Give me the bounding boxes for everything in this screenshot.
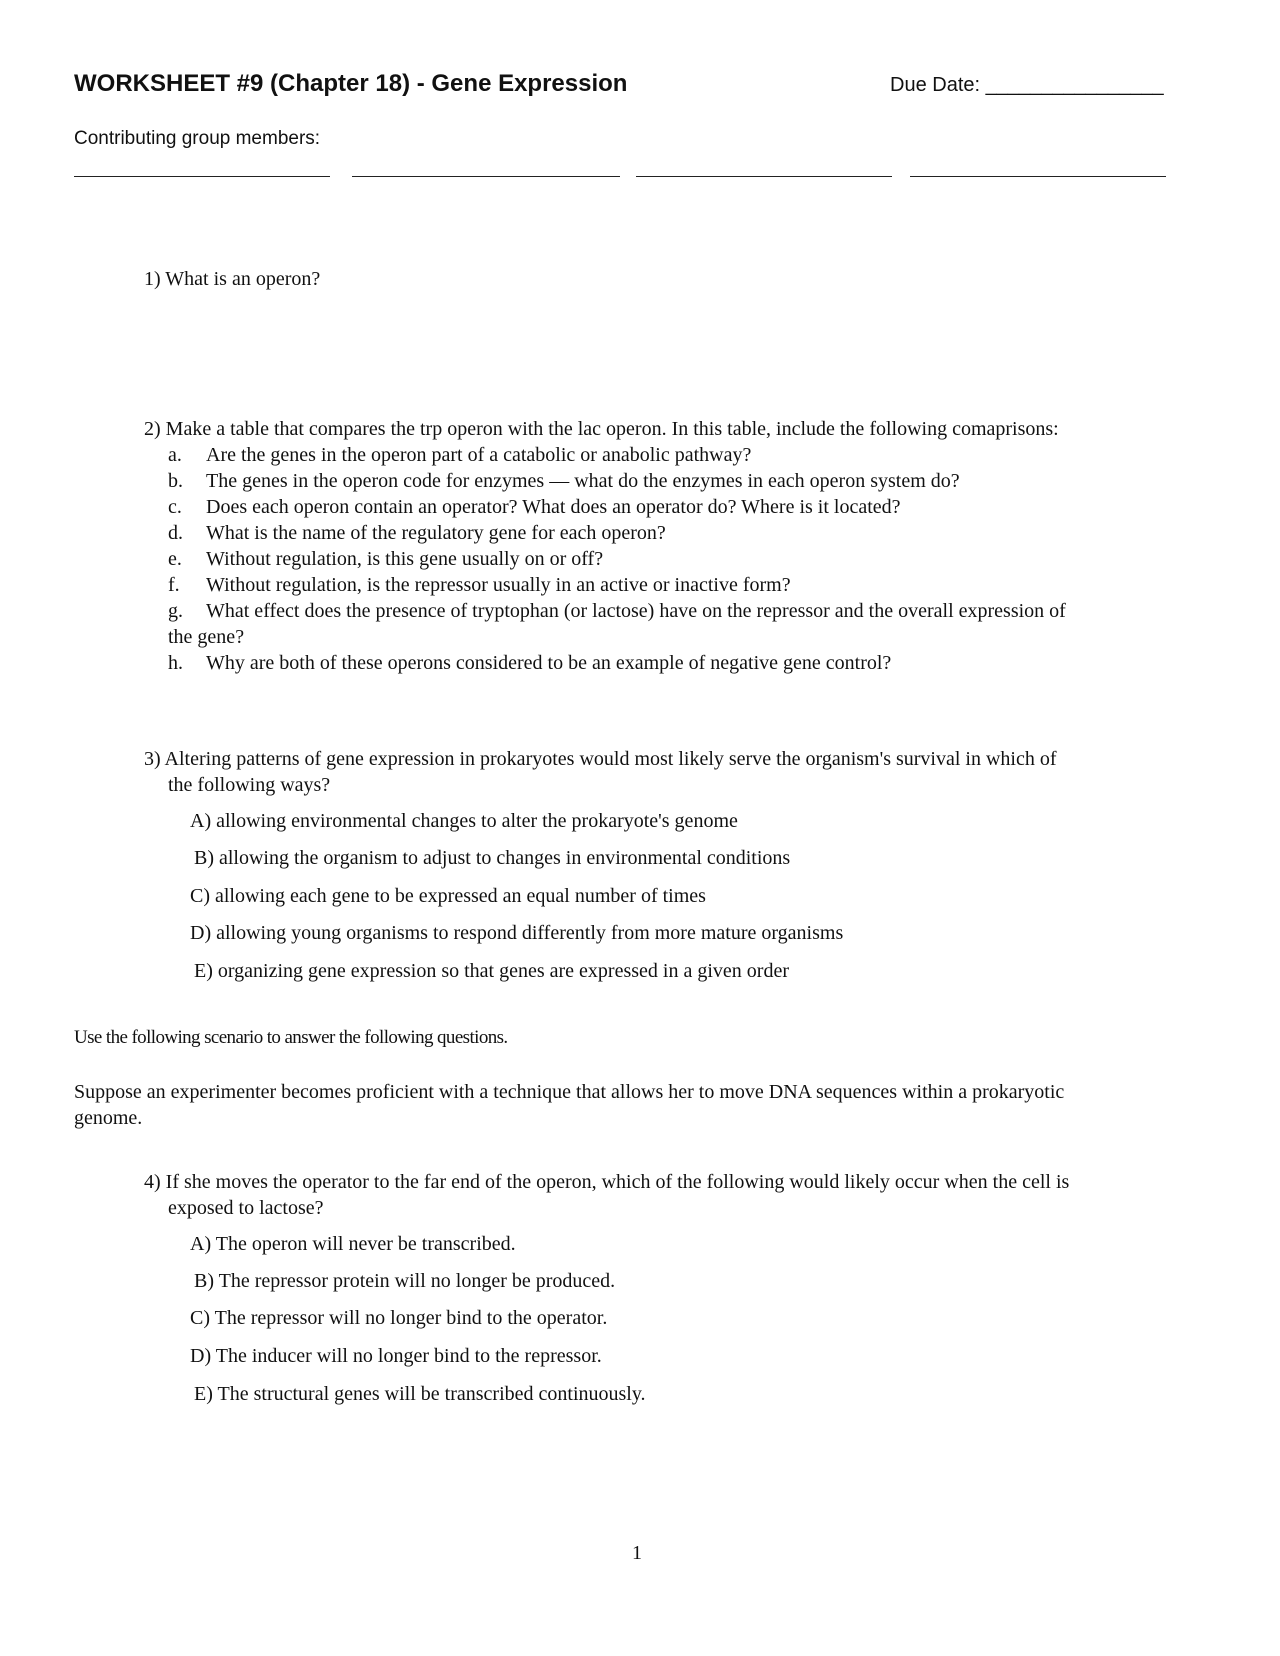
- item-letter: h.: [168, 652, 183, 674]
- question-2-item-f: [168, 572, 791, 598]
- question-2-item-h: [168, 650, 891, 676]
- question-2-item-c: [168, 494, 901, 520]
- question-4-line-1: 4) If she moves the operator to the far end of the operon, which of the following would likely occur when the cell is: [144, 1171, 1070, 1193]
- question-2-item-d: [168, 520, 666, 546]
- worksheet-title: WORKSHEET #9 (Chapter 18) - Gene Expression: [74, 70, 628, 97]
- question-2-item-g: [168, 598, 1066, 624]
- item-text: Are the genes in the operon part of a catabolic or anabolic pathway?: [206, 444, 752, 466]
- scenario-line-1: Suppose an experimenter becomes proficient with a technique that allows her to move DNA sequences within a prokaryotic: [74, 1081, 1065, 1103]
- item-text: What effect does the presence of tryptophan (or lactose) have on the repressor and the overall expression of: [206, 600, 1066, 622]
- item-text: Does each operon contain an operator? What does an operator do? Where is it located?: [206, 496, 901, 518]
- item-letter: c.: [168, 496, 182, 518]
- question-4-option-a[interactable]: A) The operon will never be transcribed.: [190, 1233, 516, 1255]
- question-3-option-b[interactable]: B) allowing the organism to adjust to changes in environmental conditions: [194, 847, 791, 869]
- question-4-option-d[interactable]: D) The inducer will no longer bind to the repressor.: [190, 1345, 602, 1367]
- question-2-item-e: [168, 546, 603, 572]
- page-number: 1: [632, 1542, 642, 1564]
- item-letter: g.: [168, 600, 183, 622]
- member-name-line-1[interactable]: [74, 176, 330, 177]
- question-4-option-b[interactable]: B) The repressor protein will no longer be produced.: [194, 1270, 616, 1292]
- question-3-option-c[interactable]: C) allowing each gene to be expressed an equal number of times: [190, 885, 706, 907]
- item-text: Without regulation, is the repressor usually in an active or inactive form?: [206, 574, 791, 596]
- question-3-line-2: the following ways?: [168, 774, 331, 796]
- item-text: Without regulation, is this gene usually on or off?: [206, 548, 604, 570]
- scenario-line-2: genome.: [74, 1107, 143, 1129]
- question-3-line-1: 3) Altering patterns of gene expression in prokaryotes would most likely serve the organism's survival in which of: [144, 748, 1057, 770]
- question-3-option-d[interactable]: D) allowing young organisms to respond differently from more mature organisms: [190, 922, 844, 944]
- question-4-option-e[interactable]: E) The structural genes will be transcribed continuously.: [194, 1383, 646, 1405]
- question-2-item-b: [168, 468, 960, 494]
- group-members-label: Contributing group members:: [74, 128, 321, 149]
- scenario-instruction: Use the following scenario to answer the following questions.: [74, 1027, 508, 1048]
- question-4-line-2: exposed to lactose?: [168, 1197, 324, 1219]
- item-text: the gene?: [168, 626, 245, 648]
- question-2-item-g-continued: [168, 624, 244, 650]
- item-letter: e.: [168, 548, 182, 570]
- question-1: 1) What is an operon?: [144, 268, 321, 290]
- question-3-option-a[interactable]: A) allowing environmental changes to alter the prokaryote's genome: [190, 810, 738, 832]
- item-text: Why are both of these operons considered to be an example of negative gene control?: [206, 652, 892, 674]
- item-text: The genes in the operon code for enzymes — what do the enzymes in each operon system do?: [206, 470, 960, 492]
- due-date-field[interactable]: Due Date: ________________: [890, 74, 1164, 96]
- question-3-option-e[interactable]: E) organizing gene expression so that genes are expressed in a given order: [194, 960, 789, 982]
- member-name-line-2[interactable]: [352, 176, 620, 177]
- question-2-intro: 2) Make a table that compares the trp operon with the lac operon. In this table, include the following comaprisons:: [144, 418, 1059, 440]
- item-letter: d.: [168, 522, 183, 544]
- item-letter: b.: [168, 470, 183, 492]
- question-2-item-a: [168, 442, 751, 468]
- item-letter: f.: [168, 574, 180, 596]
- question-4-option-c[interactable]: C) The repressor will no longer bind to the operator.: [190, 1307, 608, 1329]
- member-name-line-3[interactable]: [636, 176, 892, 177]
- member-name-line-4[interactable]: [910, 176, 1166, 177]
- item-text: What is the name of the regulatory gene for each operon?: [206, 522, 666, 544]
- item-letter: a.: [168, 444, 182, 466]
